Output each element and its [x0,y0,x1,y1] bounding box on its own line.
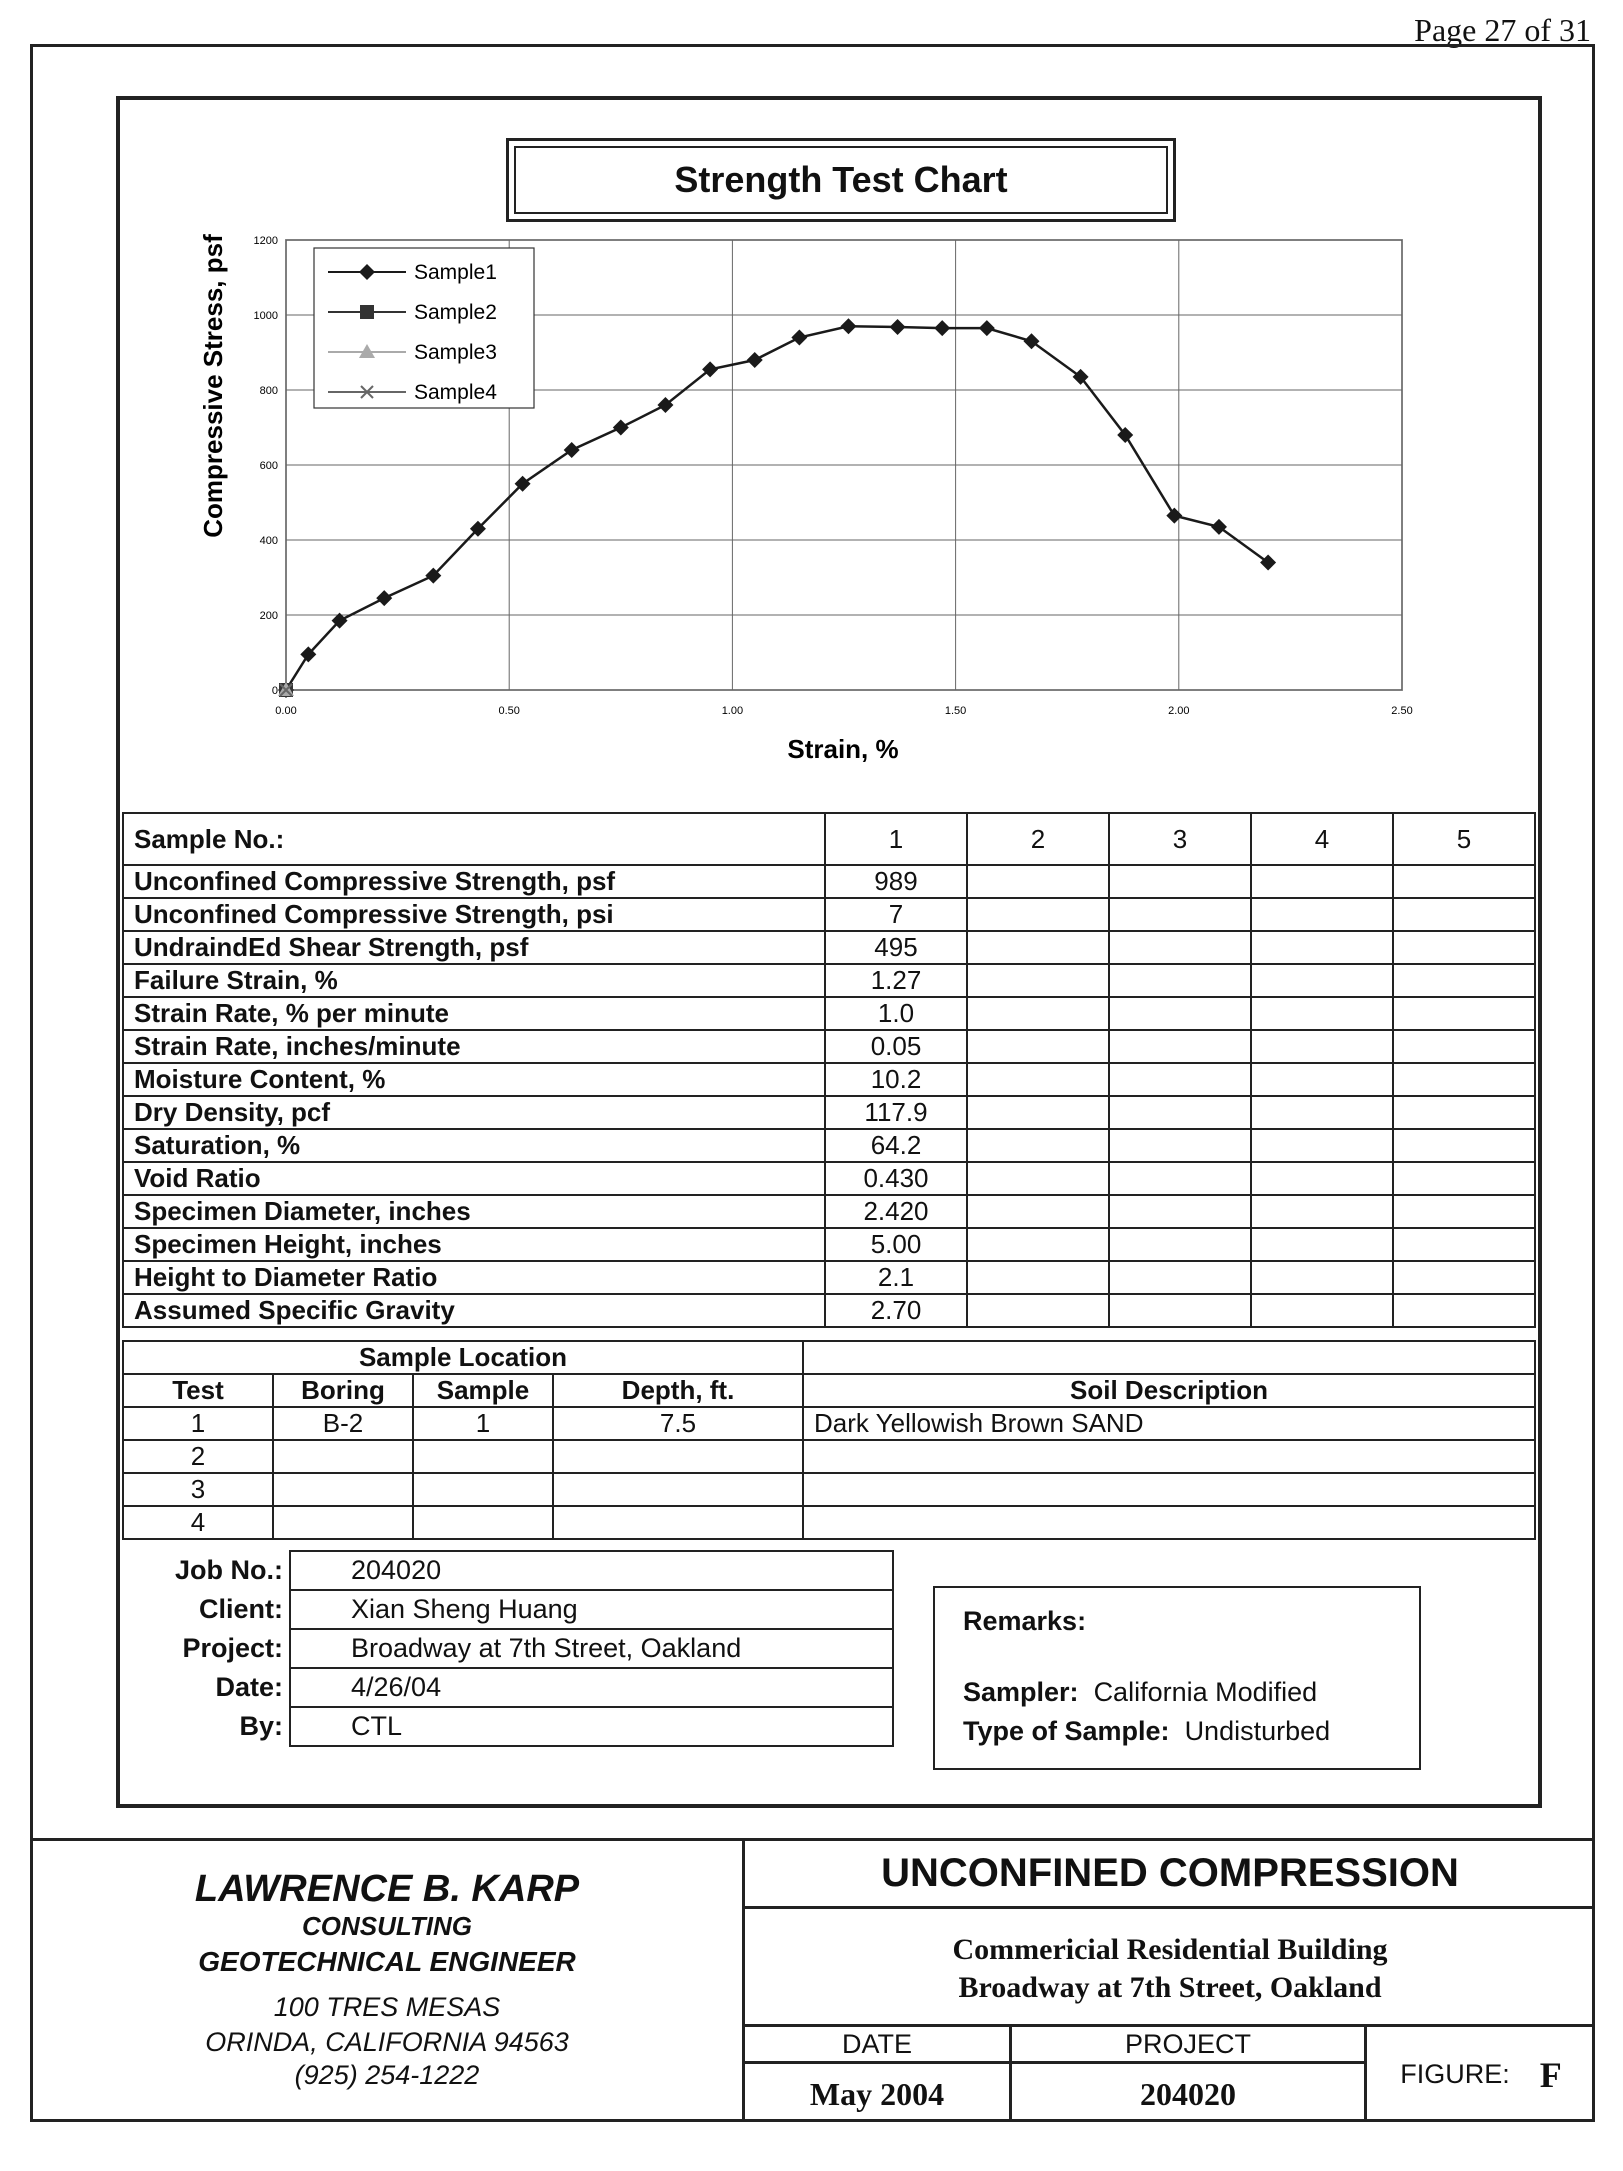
empty-cell [1251,997,1393,1030]
empty-cell [1393,1129,1535,1162]
sampler-label: Sampler: [963,1677,1079,1707]
location-cell-boring [273,1440,413,1473]
table-row [123,997,1535,1030]
engineer-line2: GEOTECHNICAL ENGINEER [198,1946,576,1977]
location-cell-sample: 1 [413,1407,553,1440]
by-label: By: [239,1711,283,1741]
property-label: Specimen Diameter, inches [123,1195,825,1228]
figure-label: FIGURE: [1400,2059,1510,2089]
column-header-soil: Soil Description [803,1374,1535,1407]
empty-cell [1251,1195,1393,1228]
empty-cell [1251,1129,1393,1162]
column-header-sample: Sample [413,1374,553,1407]
empty-cell [1393,1294,1535,1327]
empty-cell [1251,898,1393,931]
data-point [890,319,906,335]
remarks-title: Remarks: [963,1606,1087,1636]
legend-label: Sample2 [414,301,497,324]
chart-legend [314,248,534,408]
legend-label: Sample1 [414,261,497,284]
sample-no-5: 5 [1393,813,1535,865]
property-value: 64.2 [825,1129,967,1162]
property-label: Moisture Content, % [123,1063,825,1096]
results-table [122,812,1536,1328]
location-cell-depth: 7.5 [553,1407,803,1440]
engineer-line1: CONSULTING [302,1911,472,1941]
empty-cell [1109,865,1251,898]
empty-cell [1393,898,1535,931]
empty-cell [967,1261,1109,1294]
property-value: 989 [825,865,967,898]
empty-cell [967,931,1109,964]
property-value: 0.05 [825,1030,967,1063]
project-header: PROJECT [1012,2027,1364,2064]
empty-cell [1393,1063,1535,1096]
empty-cell [967,898,1109,931]
location-cell-depth [553,1506,803,1539]
property-label: Strain Rate, % per minute [123,997,825,1030]
empty-cell [1393,1261,1535,1294]
empty-cell [1109,1096,1251,1129]
y-tick-label: 800 [259,385,278,397]
remarks-box [933,1586,1421,1770]
location-cell-sample [413,1473,553,1506]
empty-cell [1109,1162,1251,1195]
table-row [123,865,1535,898]
legend-label: Sample3 [414,341,497,364]
property-value: 10.2 [825,1063,967,1096]
phone: (925) 254-1222 [294,2060,480,2090]
property-value: 1.0 [825,997,967,1030]
sample-type-label: Type of Sample: [963,1716,1170,1746]
location-cell-soil [803,1506,1535,1539]
sample-no-3: 3 [1109,813,1251,865]
chart-title: Strength Test Chart [514,146,1168,214]
location-cell-depth [553,1473,803,1506]
date-label: Date: [215,1672,283,1702]
empty-cell [1109,1228,1251,1261]
y-tick-label: 400 [259,535,278,547]
property-value: 0.430 [825,1162,967,1195]
y-tick-label: 1000 [253,310,278,322]
y-tick-label: 600 [259,460,278,472]
empty-cell [1109,1030,1251,1063]
job-no-label: Job No.: [175,1555,283,1585]
empty-cell [967,1063,1109,1096]
project-line2: Broadway at 7th Street, Oakland [958,1971,1382,2004]
property-value: 2.70 [825,1294,967,1327]
sample-no-1: 1 [825,813,967,865]
empty-cell [1393,1030,1535,1063]
empty-cell [1393,1195,1535,1228]
empty-cell [1251,1228,1393,1261]
empty-cell [1109,1195,1251,1228]
empty-cell [1393,964,1535,997]
empty-cell [1393,1162,1535,1195]
project-line1: Commericial Residential Building [952,1933,1388,1966]
empty-cell [1251,865,1393,898]
location-cell-sample [413,1506,553,1539]
empty-cell [967,1195,1109,1228]
empty-cell [1251,1261,1393,1294]
property-value: 117.9 [825,1096,967,1129]
table-row [123,1162,1535,1195]
empty-cell [803,1341,1535,1374]
property-value: 7 [825,898,967,931]
location-cell-depth [553,1440,803,1473]
data-point [376,590,392,606]
table-row [123,1195,1535,1228]
project-value: Broadway at 7th Street, Oakland [290,1629,893,1668]
data-point [791,330,807,346]
empty-cell [1109,931,1251,964]
date-value-footer: May 2004 [809,2076,945,2112]
date-header: DATE [745,2027,1009,2064]
location-cell-sample [413,1440,553,1473]
project-number: 204020 [1140,2076,1236,2112]
table-row [123,1096,1535,1129]
column-header-depth: Depth, ft. [553,1374,803,1407]
location-cell-boring: B-2 [273,1407,413,1440]
table-row [123,1063,1535,1096]
sample-no-label: Sample No.: [123,813,825,865]
property-label: Saturation, % [123,1129,825,1162]
sampler-value: California Modified [1093,1677,1318,1707]
address-line2: ORINDA, CALIFORNIA 94563 [205,2027,569,2057]
engineer-block [34,1840,740,2122]
sample-no-4: 4 [1251,813,1393,865]
data-point [564,442,580,458]
column-header-boring: Boring [273,1374,413,1407]
property-value: 2.1 [825,1261,967,1294]
data-point [1166,508,1182,524]
empty-cell [967,1294,1109,1327]
empty-cell [1251,1096,1393,1129]
property-value: 2.420 [825,1195,967,1228]
project-label: Project: [182,1633,283,1663]
job-no-value: 204020 [290,1551,893,1590]
property-value: 1.27 [825,964,967,997]
by-value: CTL [290,1707,893,1746]
report-block [742,1840,1595,2122]
report-title: UNCONFINED COMPRESSION [745,1840,1595,1909]
empty-cell [1251,964,1393,997]
table-row [123,898,1535,931]
legend-label: Sample4 [414,381,497,404]
property-label: Strain Rate, inches/minute [123,1030,825,1063]
location-cell-boring [273,1473,413,1506]
x-tick-label: 1.00 [721,705,744,717]
empty-cell [1393,931,1535,964]
empty-cell [967,1129,1109,1162]
property-label: Specimen Height, inches [123,1228,825,1261]
property-label: UndraindEd Shear Strength, psf [123,931,825,964]
property-label: Assumed Specific Gravity [123,1294,825,1327]
table-row [123,1030,1535,1063]
table-row [123,1261,1535,1294]
table-row [123,1129,1535,1162]
client-label: Client: [199,1594,283,1624]
sample-type-value: Undisturbed [1184,1716,1331,1746]
empty-cell [1109,1294,1251,1327]
data-point [934,320,950,336]
empty-cell [1251,931,1393,964]
location-cell-soil: Dark Yellowish Brown SAND [803,1407,1535,1440]
empty-cell [967,1228,1109,1261]
table-row [123,1294,1535,1327]
property-label: Unconfined Compressive Strength, psf [123,865,825,898]
data-point [979,320,995,336]
page-number: Page 27 of 31 [1414,12,1591,48]
data-point [360,305,374,319]
address-line1: 100 TRES MESAS [273,1992,501,2022]
figure-letter: F [1539,2054,1562,2095]
property-label: Void Ratio [123,1162,825,1195]
empty-cell [1251,1063,1393,1096]
table-row [123,1228,1535,1261]
results-header-row [123,813,1535,865]
empty-cell [1109,964,1251,997]
location-cell-soil [803,1473,1535,1506]
empty-cell [1251,1162,1393,1195]
empty-cell [1393,1096,1535,1129]
location-row [123,1506,1535,1539]
x-axis-label: Strain, % [787,734,899,764]
date-value: 4/26/04 [290,1668,893,1707]
empty-cell [1251,1294,1393,1327]
location-cell-soil [803,1440,1535,1473]
x-tick-label: 0.50 [498,705,520,717]
client-value: Xian Sheng Huang [290,1590,893,1629]
property-label: Unconfined Compressive Strength, psi [123,898,825,931]
empty-cell [1109,1063,1251,1096]
empty-cell [1109,1129,1251,1162]
data-point [613,420,629,436]
empty-cell [967,997,1109,1030]
empty-cell [1393,1228,1535,1261]
strength-chart [170,226,1430,786]
empty-cell [1251,1030,1393,1063]
chart-title-box [506,138,1176,222]
empty-cell [1109,1261,1251,1294]
location-row [123,1407,1535,1440]
empty-cell [1109,997,1251,1030]
location-cell-test: 1 [123,1407,273,1440]
location-cell-test: 4 [123,1506,273,1539]
y-axis-label: Compressive Stress, psf [198,234,228,538]
x-tick-label: 2.50 [1391,705,1413,717]
sample-no-2: 2 [967,813,1109,865]
property-label: Dry Density, pcf [123,1096,825,1129]
x-tick-label: 0.00 [275,705,297,717]
data-point [840,318,856,334]
x-tick-label: 1.50 [944,705,967,717]
empty-cell [967,1030,1109,1063]
property-value: 5.00 [825,1228,967,1261]
empty-cell [967,964,1109,997]
data-point [747,352,763,368]
empty-cell [967,1162,1109,1195]
location-cell-test: 3 [123,1473,273,1506]
table-row [123,931,1535,964]
property-label: Failure Strain, % [123,964,825,997]
empty-cell [1393,865,1535,898]
y-tick-label: 200 [259,610,278,622]
property-label: Height to Diameter Ratio [123,1261,825,1294]
y-tick-label: 0 [271,685,278,697]
table-row [123,964,1535,997]
job-info [122,1550,894,1747]
empty-cell [967,865,1109,898]
empty-cell [1393,997,1535,1030]
location-cell-boring [273,1506,413,1539]
sample-location-table [122,1340,1536,1540]
column-header-test: Test [123,1374,273,1407]
x-tick-label: 2.00 [1168,705,1190,717]
sample-location-label: Sample Location [123,1341,803,1374]
engineer-name: LAWRENCE B. KARP [194,1868,580,1910]
y-tick-label: 1200 [253,235,278,247]
property-value: 495 [825,931,967,964]
empty-cell [967,1096,1109,1129]
location-cell-test: 2 [123,1440,273,1473]
location-row [123,1440,1535,1473]
location-row [123,1473,1535,1506]
empty-cell [1109,898,1251,931]
